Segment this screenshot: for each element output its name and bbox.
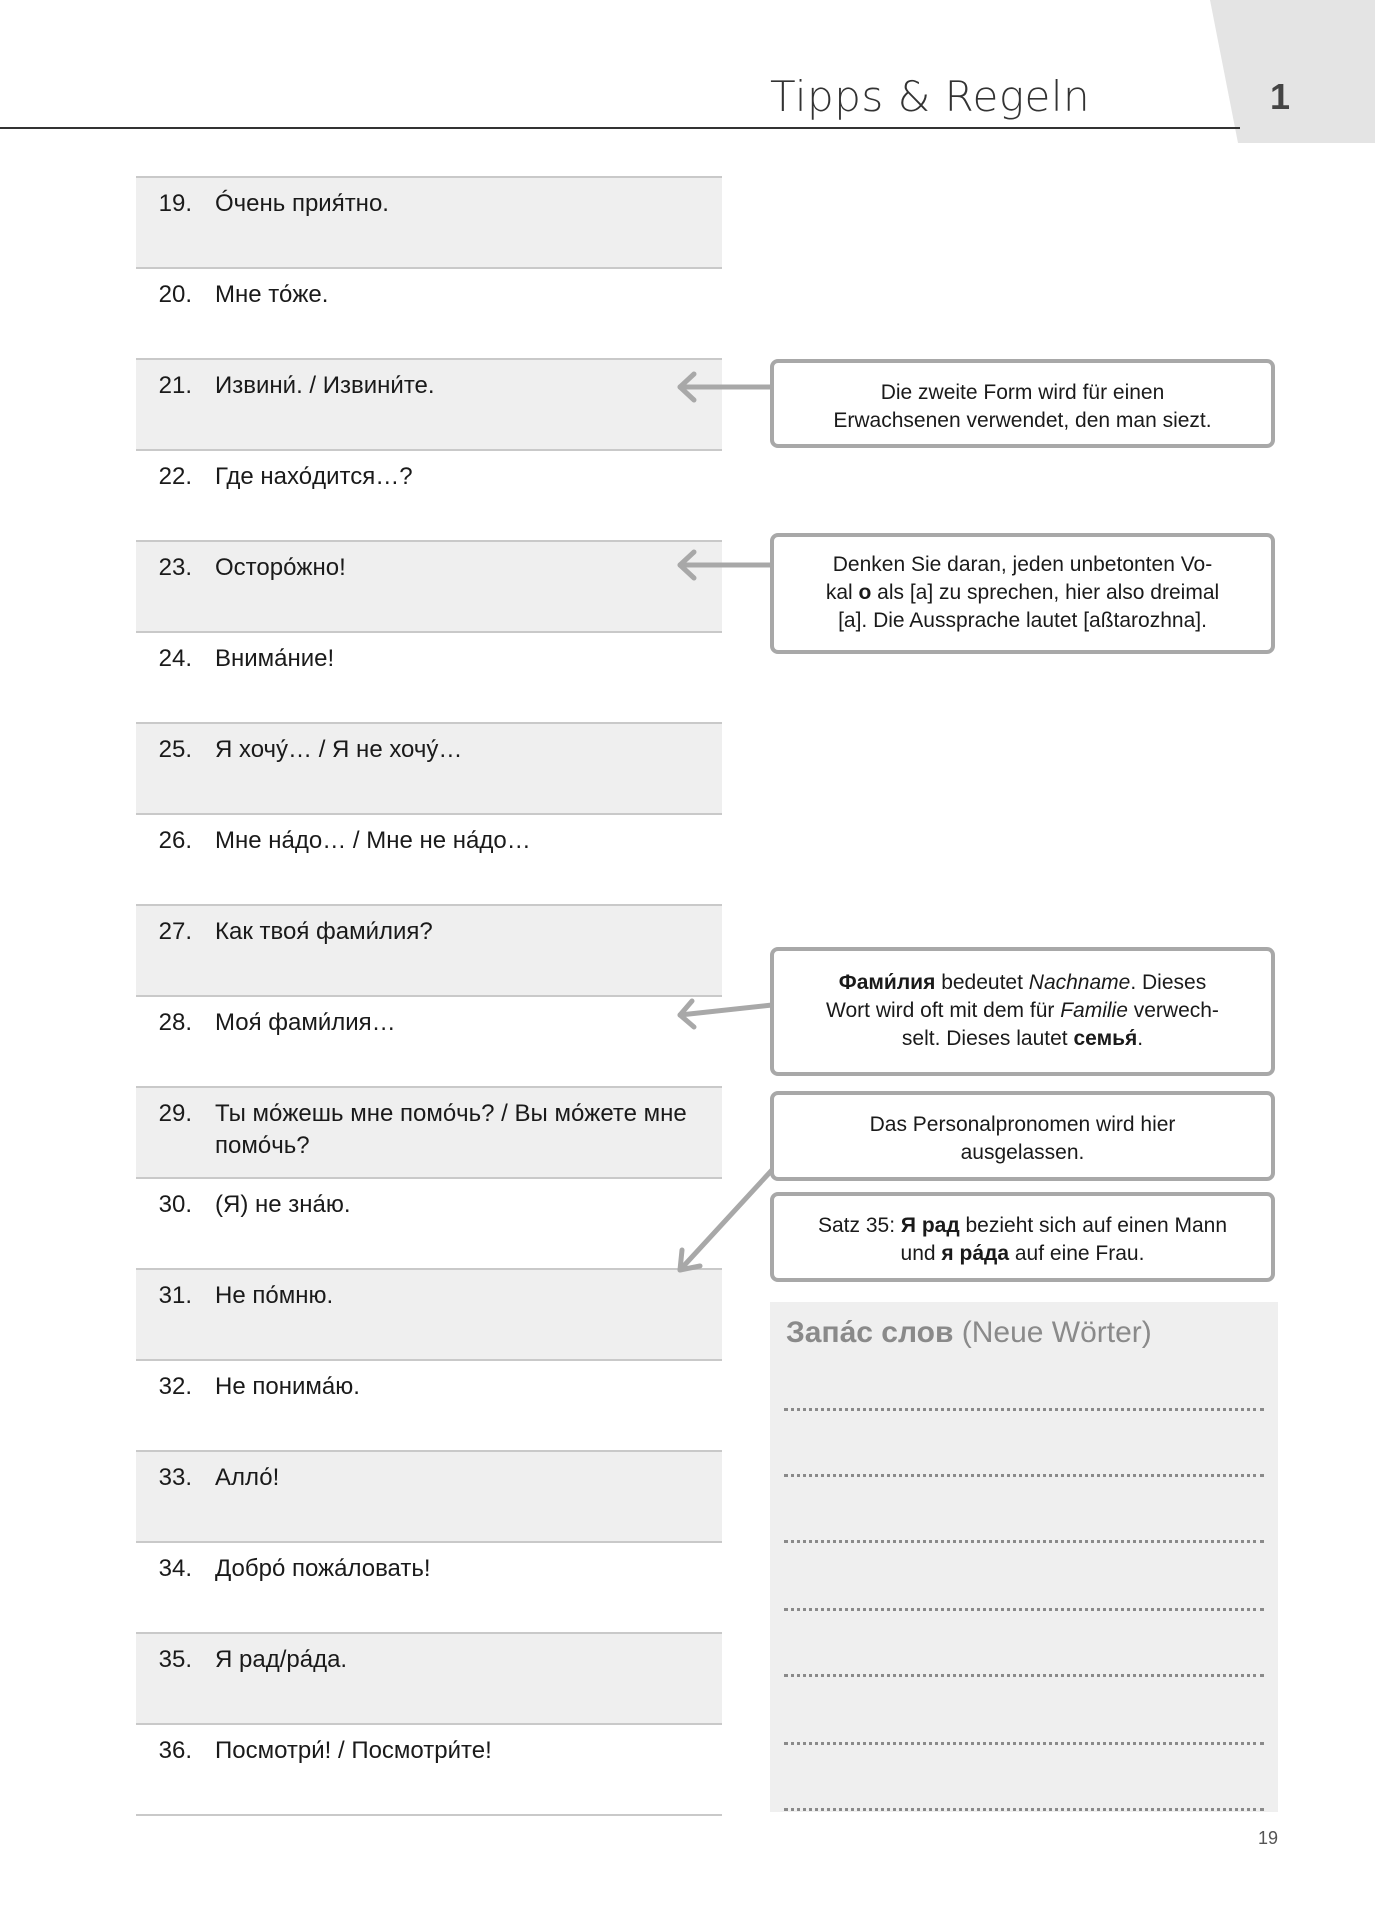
vocabulary-box bbox=[770, 1302, 1278, 1812]
phrase-number: 29. bbox=[158, 1100, 192, 1127]
tip-text: Фами́лия bedeutet Nachname. Dieses bbox=[838, 971, 1207, 994]
phrase-number: 23. bbox=[158, 554, 192, 581]
phrase-text: Я рад/ра́да. bbox=[215, 1646, 348, 1673]
phrase-text: Мне на́до… / Мне не на́до… bbox=[215, 827, 531, 854]
phrase-text: Извини́. / Извини́те. bbox=[215, 372, 435, 399]
phrase-number: 31. bbox=[158, 1282, 192, 1309]
arrow-icon bbox=[680, 552, 772, 578]
phrase-text: (Я) не зна́ю. bbox=[215, 1191, 351, 1218]
phrase-text: Осторо́жно! bbox=[215, 554, 346, 581]
arrow-icon bbox=[680, 1170, 772, 1270]
tip-text: und я ра́да auf eine Frau. bbox=[900, 1242, 1145, 1265]
chapter-number: 1 bbox=[1270, 76, 1291, 117]
tip-box-pronunciation bbox=[770, 533, 1275, 654]
phrase-number: 32. bbox=[158, 1373, 192, 1400]
tip-text: ausgelassen. bbox=[960, 1141, 1085, 1164]
page-number: 19 bbox=[1258, 1828, 1279, 1848]
phrase-text: Не по́мню. bbox=[215, 1282, 334, 1309]
phrase-number: 26. bbox=[158, 827, 192, 854]
tip-text: Wort wird oft mit dem für Familie verwech- bbox=[826, 999, 1219, 1022]
phrase-text: Мне то́же. bbox=[215, 281, 329, 308]
phrase-number: 28. bbox=[158, 1009, 192, 1036]
phrase-text: Где нахо́дится…? bbox=[215, 463, 413, 490]
phrase-number: 25. bbox=[158, 736, 192, 763]
phrase-text: Как твоя́ фами́лия? bbox=[215, 918, 433, 945]
writing-line[interactable] bbox=[784, 1474, 1264, 1477]
phrase-number: 30. bbox=[158, 1191, 192, 1218]
tip-text: selt. Dieses lautet семья́. bbox=[901, 1027, 1144, 1050]
emphasis: o bbox=[858, 581, 872, 604]
phrase-number: 24. bbox=[158, 645, 192, 672]
phrase-text: Ты мо́жешь мне помо́чь? / Вы мо́жете мне помо́чь? bbox=[215, 1100, 687, 1159]
tip-text: Satz 35: Я рад bezieht sich auf einen Mann bbox=[818, 1214, 1227, 1237]
writing-line[interactable] bbox=[784, 1742, 1264, 1745]
phrase-text: Я хочу́… / Я не хочу́… bbox=[215, 736, 463, 763]
writing-line[interactable] bbox=[784, 1608, 1264, 1611]
tip-text: Erwachsenen verwendet, den man siezt. bbox=[833, 409, 1212, 432]
phrase-text: Не понима́ю. bbox=[215, 1373, 360, 1400]
tip-text: [a]. Die Aussprache lautet [aßtarozhna]. bbox=[838, 609, 1207, 632]
page-title: Tipps & Regeln bbox=[770, 72, 1091, 121]
phrase-number: 33. bbox=[158, 1464, 192, 1491]
phrase-number: 36. bbox=[158, 1737, 192, 1764]
writing-line[interactable] bbox=[784, 1408, 1264, 1411]
phrase-number: 34. bbox=[158, 1555, 192, 1582]
writing-line[interactable] bbox=[784, 1674, 1264, 1677]
tip-box-rad-rada bbox=[770, 1192, 1275, 1282]
tip-text: Denken Sie daran, jeden unbetonten Vo- bbox=[832, 553, 1213, 576]
phrase-text: Óчень прия́тно. bbox=[215, 190, 389, 217]
tip-text: Das Personalpronomen wird hier bbox=[869, 1113, 1176, 1136]
arrow-icon bbox=[680, 1001, 772, 1027]
phrase-number: 22. bbox=[158, 463, 192, 490]
writing-line[interactable] bbox=[784, 1808, 1264, 1811]
phrase-number: 35. bbox=[158, 1646, 192, 1673]
phrase-text: Алло́! bbox=[215, 1464, 280, 1491]
tip-text: kal o als [a] zu sprechen, hier also dreimal bbox=[825, 581, 1220, 604]
arrow-icon bbox=[680, 374, 772, 400]
tip-text: Die zweite Form wird für einen bbox=[880, 381, 1165, 404]
phrase-text: Добро́ пожа́ловать! bbox=[215, 1555, 431, 1582]
writing-line[interactable] bbox=[784, 1540, 1264, 1543]
phrase-text: Моя́ фами́лия… bbox=[215, 1009, 396, 1036]
vocabulary-title: Запа́с слов (Neue Wörter) bbox=[786, 1316, 1152, 1349]
phrase-number: 20. bbox=[158, 281, 192, 308]
phrase-number: 27. bbox=[158, 918, 192, 945]
tip-box-familiya bbox=[770, 947, 1275, 1076]
phrase-text: Внима́ние! bbox=[215, 645, 335, 672]
tip-box-pronoun bbox=[770, 1091, 1275, 1181]
phrase-text: Посмотри́! / Посмотри́те! bbox=[215, 1737, 492, 1764]
phrase-number: 21. bbox=[158, 372, 192, 399]
phrase-number: 19. bbox=[158, 190, 192, 217]
tip-box-formal-form bbox=[770, 359, 1275, 448]
